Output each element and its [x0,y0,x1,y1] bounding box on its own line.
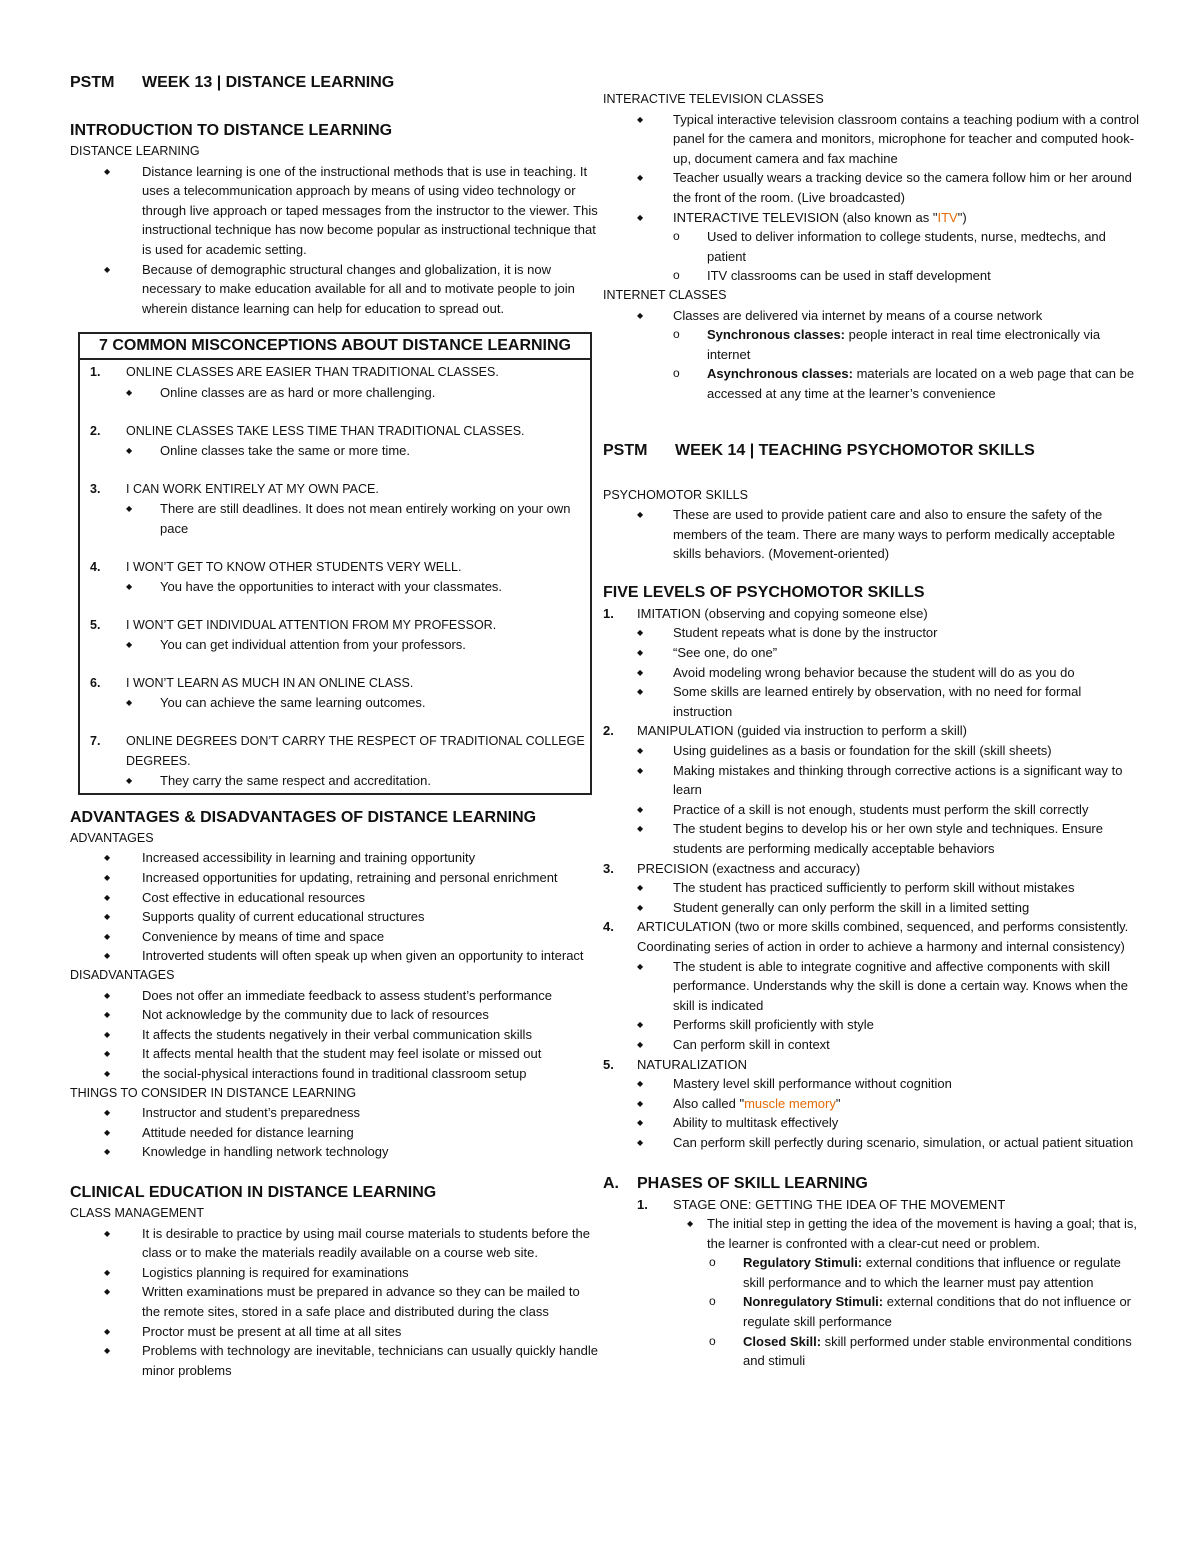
level-block [603,1055,1143,1153]
list-item: ◆ Some skills are learned entirely by observation, with no need for formal instruction [603,682,1143,721]
misconception-item: 7. ONLINE DEGREES DON’T CARRY THE RESPECT OF TRADITIONAL COLLEGE DEGREES. [90,734,585,768]
list-item: ◆ Problems with technology are inevitable, technicians can usually quickly handle minor problems [70,1341,600,1380]
list-item: o Asynchronous classes: materials are located on a web page that can be accessed at any time at the learner’s convenience [603,364,1143,403]
list-item: ◆ Teacher usually wears a tracking device so the camera follow him or her around the front of the room. (Live broadcasted) [603,168,1143,207]
five-levels-heading: FIVE LEVELS OF PSYCHOMOTOR SKILLS [603,583,925,601]
misconception-item: 1. ONLINE CLASSES ARE EASIER THAN TRADITIONAL CLASSES. [90,365,499,380]
advantages-list [70,848,600,966]
consider-label: THINGS TO CONSIDER IN DISTANCE LEARNING [70,1085,357,1100]
misconception-fact: ◆ You can achieve the same learning outcomes. [80,693,590,713]
advantages-label: ADVANTAGES [70,830,154,845]
list-item: ◆ Practice of a skill is not enough, students must perform the skill correctly [603,800,1143,820]
level-title: 2. MANIPULATION (guided via instruction to perform a skill) [603,723,967,739]
class-management-list [70,1224,600,1381]
itv-highlight: ITV [937,209,958,225]
list-item: ◆ Written examinations must be prepared in advance so they can be mailed to the remote sites, stored in a safe place and distributed during the class [70,1282,600,1321]
intro-heading: INTRODUCTION TO DISTANCE LEARNING [70,122,393,139]
week14-heading [603,440,1143,462]
level-block [603,721,1143,858]
list-item: ◆ Can perform skill in context [603,1035,1143,1055]
clinical-heading: CLINICAL EDUCATION IN DISTANCE LEARNING [70,1183,437,1201]
list-item: ◆ Can perform skill perfectly during scenario, simulation, or actual patient situation [603,1133,1143,1153]
psychomotor-list [603,505,1143,564]
level-title: 3. PRECISION (exactness and accuracy) [603,860,861,876]
list-item: ◆ Cost effective in educational resources [70,888,600,908]
misconception-item: 4. I WON’T GET TO KNOW OTHER STUDENTS VERY WELL. [90,559,462,574]
misconception-fact: ◆ You can get individual attention from your professors. [80,635,590,655]
week-title: WEEK 14 | TEACHING PSYCHOMOTOR SKILLS [675,441,1035,459]
list-item: ◆ INTERACTIVE TELEVISION (also known as "ITV") [603,208,1143,228]
list-item: ◆ Logistics planning is required for examinations [70,1263,600,1283]
list-item: ◆ Introverted students will often speak up when given an opportunity to interact [70,946,600,966]
list-item: ◆ Classes are delivered via internet by means of a course network [603,306,1143,326]
internet-classes-label: INTERNET CLASSES [603,287,727,302]
list-item: ◆ the social-physical interactions found in traditional classroom setup [70,1064,600,1084]
phases-heading: A. PHASES OF SKILL LEARNING [603,1174,868,1192]
list-item: ◆ Knowledge in handling network technology [70,1142,600,1162]
misconception-fact: ◆ They carry the same respect and accreditation. [80,771,590,791]
list-item: ◆ Distance learning is one of the instructional methods that is use in teaching. It uses a telecommunication approach by means of using video technology or through live approach or taped messages from the instructor to the viewer. This instructional technique has now become popular as instructional technique that is used for academic setting. [70,162,600,260]
disadvantages-label: DISADVANTAGES [70,968,175,982]
level-block [603,859,1143,918]
right-column [603,90,1143,1371]
distance-learning-label: DISTANCE LEARNING [70,144,200,158]
list-item: o Used to deliver information to college students, nurse, medtechs, and patient [603,227,1143,266]
list-item: ◆ Attitude needed for distance learning [70,1123,600,1143]
course-code: PSTM [70,74,115,91]
level-title: 1. IMITATION (observing and copying someone else) [603,605,928,621]
misconception-item: 3. I CAN WORK ENTIRELY AT MY OWN PACE. [90,481,379,496]
class-management-label: CLASS MANAGEMENT [70,1205,205,1220]
intro-bullets [70,162,600,319]
stage-title: 1. STAGE ONE: GETTING THE IDEA OF THE MOVEMENT [637,1196,1006,1212]
list-item: o Nonregulatory Stimuli: external conditions that do not influence or regulate skill performance [603,1292,1143,1331]
left-column [70,72,600,1380]
list-item: ◆ Also called "muscle memory" [603,1094,1143,1114]
level-title: 4. ARTICULATION (two or more skills combined, sequenced, and performs consistently. Coordinating series of action in order to achieve a harmony and internal consistency) [603,919,1129,954]
list-item: ◆ Does not offer an immediate feedback to assess student’s performance [70,986,600,1006]
list-item: o Regulatory Stimuli: external conditions that influence or regulate skill performance and to which the learner must pay attention [603,1253,1143,1292]
list-item: ◆ The initial step in getting the idea of the movement is having a goal; that is, the learner is confronted with a clear-cut need or problem. [603,1214,1143,1253]
misconception-fact: ◆ You have the opportunities to interact with your classmates. [80,577,590,597]
level-block [603,917,1143,1054]
list-item: ◆ Proctor must be present at all time at all sites [70,1322,600,1342]
list-item: ◆ Making mistakes and thinking through corrective actions is a significant way to learn [603,761,1143,800]
misconception-item: 6. I WON’T LEARN AS MUCH IN AN ONLINE CLASS. [90,675,414,690]
list-item: ◆ Because of demographic structural changes and globalization, it is now necessary to make education available for all and to motivate people to join wherein distance learning can help for education to spread out. [70,260,600,319]
list-item: ◆ Typical interactive television classroom contains a teaching podium with a control panel for the camera and monitors, microphone for teacher and computed hook-up, document camera and fax machine [603,110,1143,169]
list-item: ◆ Avoid modeling wrong behavior because the student will do as you do [603,663,1143,683]
list-item: ◆ The student is able to integrate cognitive and affective components with skill performance. Understands why the skill is done a certain way. Knows when the skill is indicated [603,957,1143,1016]
internet-list [603,306,1143,404]
misconception-fact: ◆ Online classes are as hard or more challenging. [80,383,590,403]
list-item: ◆ Student generally can only perform the skill in a limited setting [603,898,1143,918]
list-item: ◆ Supports quality of current educational structures [70,907,600,927]
misconception-fact: ◆ Online classes take the same or more time. [80,441,590,461]
misconception-fact: ◆ There are still deadlines. It does not mean entirely working on your own pace [80,499,590,538]
level-title: 5. NATURALIZATION [603,1056,748,1072]
list-item: ◆ It affects the students negatively in their verbal communication skills [70,1025,600,1045]
psychomotor-label: PSYCHOMOTOR SKILLS [603,487,748,502]
misconception-item: 2. ONLINE CLASSES TAKE LESS TIME THAN TRADITIONAL CLASSES. [90,423,525,438]
list-item: ◆ Using guidelines as a basis or foundation for the skill (skill sheets) [603,741,1143,761]
level-block [603,604,1143,722]
misconception-item: 5. I WON’T GET INDIVIDUAL ATTENTION FROM MY PROFESSOR. [90,617,497,632]
consider-list [70,1103,600,1162]
list-item: ◆ Not acknowledge by the community due to lack of resources [70,1005,600,1025]
list-item: ◆ Instructor and student’s preparedness [70,1103,600,1123]
list-item: ◆ Student repeats what is done by the instructor [603,623,1143,643]
misconceptions-title: 7 COMMON MISCONCEPTIONS ABOUT DISTANCE LEARNING [80,334,590,360]
list-item: ◆ The student has practiced sufficiently to perform skill without mistakes [603,878,1143,898]
list-item: ◆ It affects mental health that the student may feel isolate or missed out [70,1044,600,1064]
list-item: ◆ Ability to multitask effectively [603,1113,1143,1133]
list-item: ◆ Performs skill proficiently with style [603,1015,1143,1035]
misconceptions-box [78,332,592,795]
course-code: PSTM [603,441,648,459]
list-item: ◆ It is desirable to practice by using mail course materials to students before the class or to make the materials readily available on a course web site. [70,1224,600,1263]
week13-heading [70,72,600,94]
list-item: ◆ The student begins to develop his or her own style and techniques. Ensure students are performing medically acceptable behaviors [603,819,1143,858]
muscle-memory-highlight: muscle memory [744,1095,836,1111]
itv-bullets [603,110,1143,228]
list-item: o Closed Skill: skill performed under stable environmental conditions and stimuli [603,1332,1143,1371]
adv-disadv-heading: ADVANTAGES & DISADVANTAGES OF DISTANCE LEARNING [70,808,537,826]
list-item: ◆ Convenience by means of time and space [70,927,600,947]
list-item: o ITV classrooms can be used in staff development [603,266,1143,286]
itv-classes-label: INTERACTIVE TELEVISION CLASSES [603,92,824,106]
disadvantages-list [70,986,600,1084]
itv-sub-list [603,227,1143,286]
list-item: ◆ Mastery level skill performance without cognition [603,1074,1143,1094]
list-item: ◆ Increased opportunities for updating, retraining and personal enrichment [70,868,600,888]
list-item: o Synchronous classes: people interact in real time electronically via internet [603,325,1143,364]
week-title: WEEK 13 | DISTANCE LEARNING [142,74,395,91]
list-item: ◆ “See one, do one” [603,643,1143,663]
list-item: ◆ These are used to provide patient care and also to ensure the safety of the members of the team. There are many ways to perform medically acceptable skills behaviors. (Movement-oriented) [603,505,1143,564]
list-item: ◆ Increased accessibility in learning and training opportunity [70,848,600,868]
